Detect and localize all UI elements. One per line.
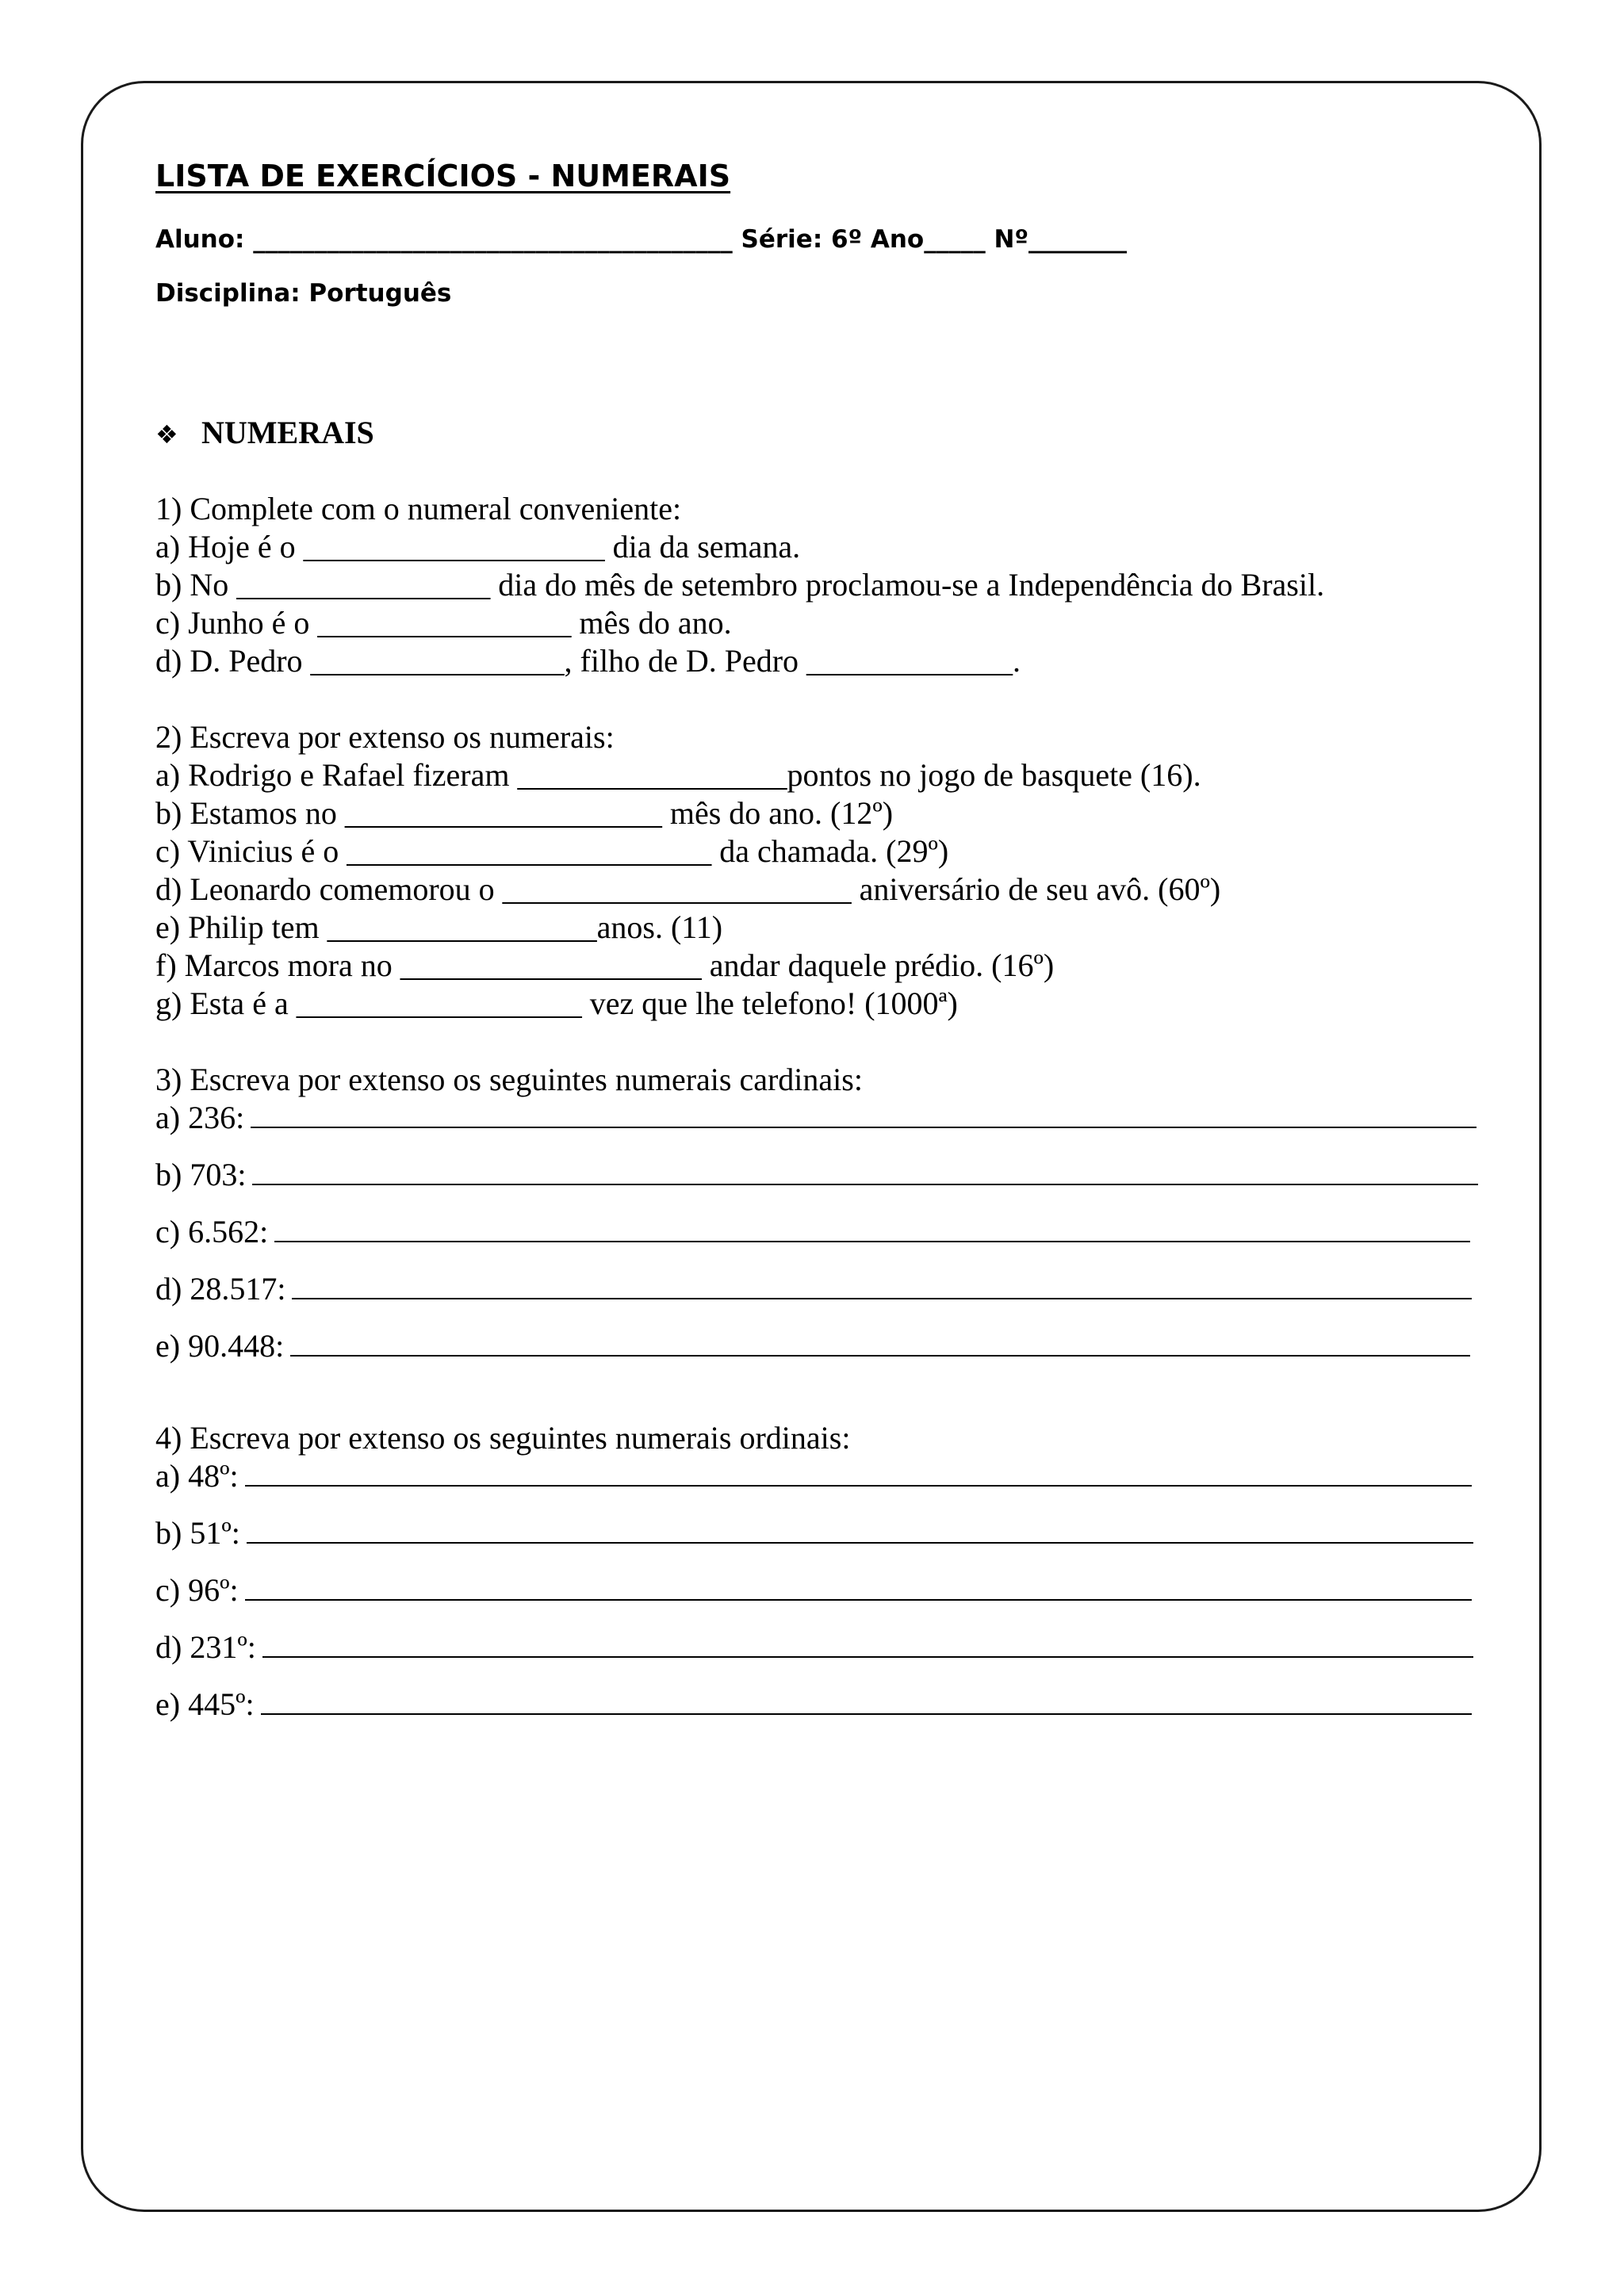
q4-label-d: d) 231º:: [155, 1629, 256, 1665]
answer-line[interactable]: [245, 1572, 1472, 1601]
answer-line[interactable]: [290, 1328, 1470, 1357]
q2-item-e: e) Philip tem _________________anos. (11): [155, 909, 723, 945]
answer-line[interactable]: [245, 1458, 1472, 1487]
q3-label-c: c) 6.562:: [155, 1214, 269, 1249]
q3-row-d: [155, 1270, 1472, 1307]
q3-label-d: d) 28.517:: [155, 1271, 286, 1307]
q3-row-e: [155, 1327, 1470, 1364]
answer-line[interactable]: [292, 1271, 1472, 1299]
q4-label-c: c) 96º:: [155, 1572, 239, 1608]
q2-item-d: d) Leonardo comemorou o ______________________ aniversário de seu avô. (60º): [155, 871, 1221, 907]
q3-row-b: [155, 1156, 1478, 1193]
q4-label-a: a) 48º:: [155, 1458, 239, 1494]
q3-label-a: a) 236:: [155, 1100, 245, 1135]
diamond-bullet-icon: ❖: [155, 419, 178, 450]
q1-prompt: 1) Complete com o numeral conveniente:: [155, 491, 682, 526]
answer-line[interactable]: [261, 1686, 1472, 1715]
q4-prompt: 4) Escreva por extenso os seguintes numerais ordinais:: [155, 1420, 851, 1456]
q2-prompt: 2) Escreva por extenso os numerais:: [155, 719, 615, 755]
q2-item-a: a) Rodrigo e Rafael fizeram _________________pontos no jogo de basquete (16).: [155, 757, 1201, 793]
q3-label-e: e) 90.448:: [155, 1328, 285, 1364]
q3-label-b: b) 703:: [155, 1157, 247, 1192]
student-info-line: Aluno: _______________________________________ Série: 6º Ano_____ Nº________: [155, 225, 1127, 254]
q1-item-b: b) No ________________ dia do mês de setembro proclamou-se a Independência do Brasil.: [155, 567, 1325, 603]
q4-row-b: [155, 1514, 1473, 1552]
q2-item-g: g) Esta é a __________________ vez que lhe telefono! (1000ª): [155, 985, 958, 1021]
discipline-line: Disciplina: Português: [155, 279, 452, 308]
q4-row-d: [155, 1628, 1473, 1666]
q2-item-b: b) Estamos no ____________________ mês do ano. (12º): [155, 795, 894, 831]
q2-item-f: f) Marcos mora no ___________________ andar daquele prédio. (16º): [155, 947, 1055, 983]
q4-row-c: [155, 1571, 1472, 1609]
page-border: [81, 81, 1542, 2212]
answer-line[interactable]: [252, 1157, 1478, 1185]
section-heading: [155, 414, 374, 451]
q4-row-e: [155, 1686, 1472, 1723]
section-title: NUMERAIS: [201, 415, 374, 450]
q1-item-c: c) Junho é o ________________ mês do ano.: [155, 605, 732, 641]
q3-row-a: [155, 1099, 1477, 1136]
answer-line[interactable]: [247, 1515, 1473, 1544]
q4-label-e: e) 445º:: [155, 1686, 255, 1722]
q1-item-d: d) D. Pedro ________________, filho de D. Pedro _____________.: [155, 643, 1021, 679]
q3-prompt: 3) Escreva por extenso os seguintes numerais cardinais:: [155, 1062, 863, 1097]
answer-line[interactable]: [262, 1629, 1473, 1658]
q3-row-c: [155, 1213, 1470, 1250]
answer-line[interactable]: [274, 1214, 1470, 1242]
worksheet-title: LISTA DE EXERCÍCIOS - NUMERAIS: [155, 159, 731, 193]
q4-label-b: b) 51º:: [155, 1515, 240, 1551]
answer-line[interactable]: [251, 1100, 1477, 1128]
q4-row-a: [155, 1457, 1472, 1494]
q1-item-a: a) Hoje é o ___________________ dia da semana.: [155, 529, 801, 564]
q2-item-c: c) Vinicius é o _______________________ da chamada. (29º): [155, 833, 949, 869]
